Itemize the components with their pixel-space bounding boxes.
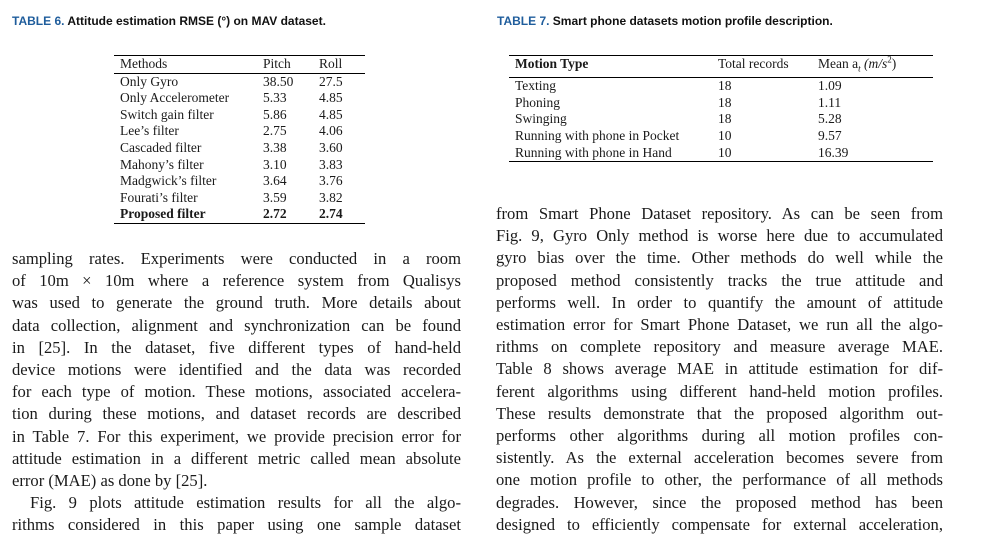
method-cell: Only Gyro <box>120 73 179 89</box>
table7-motion-profile-table <box>509 55 933 162</box>
method-cell: Cascaded filter <box>120 139 202 155</box>
text-line: These results demonstrate that the proposed algorithm out- <box>496 403 943 423</box>
table-row <box>114 90 365 107</box>
motion-type-cell: Running with phone in Hand <box>515 144 672 160</box>
method-cell: Proposed filter <box>120 206 206 222</box>
column-header-roll: Roll <box>319 56 343 71</box>
roll-cell: 4.85 <box>319 106 343 122</box>
motion-type-cell: Phoning <box>515 94 561 110</box>
text-line: designed to efficiently compensate for external acceleration, <box>496 514 943 534</box>
header-mean-label: Mean a <box>818 56 859 71</box>
text-line: sampling rates. Experiments were conducted in a room <box>12 249 461 268</box>
roll-cell: 3.76 <box>319 173 343 189</box>
pitch-cell: 38.50 <box>263 73 294 89</box>
table-row-proposed <box>114 206 365 223</box>
pitch-cell: 2.75 <box>263 123 287 139</box>
table-header-row <box>509 56 933 78</box>
table6-caption <box>12 14 326 28</box>
table-row <box>509 128 933 145</box>
records-cell: 10 <box>718 144 732 160</box>
pitch-cell: 5.86 <box>263 106 287 122</box>
pitch-cell: 3.10 <box>263 156 287 172</box>
table-row <box>114 140 365 157</box>
header-unit-close: ) <box>891 56 897 71</box>
text-line: of 10m × 10m where a reference system from Qualisys <box>12 271 461 291</box>
method-cell: Mahony’s filter <box>120 156 204 172</box>
table6-caption-number: TABLE 6. <box>12 14 65 28</box>
text-line: degrades. However, since the proposed method has been <box>496 492 943 512</box>
text-line: from Smart Phone Dataset repository. As can be seen from <box>496 204 943 223</box>
column-header-motion-type: Motion Type <box>515 56 589 71</box>
text-line: ferent algorithms using different hand-held motion profiles. <box>496 381 943 401</box>
table-row <box>114 173 365 190</box>
roll-cell: 4.85 <box>319 90 343 106</box>
table7-caption-text: Smart phone datasets motion profile description. <box>552 14 833 28</box>
roll-cell: 27.5 <box>319 73 343 89</box>
header-unit-superscript: 2 <box>887 54 892 65</box>
table-row <box>509 111 933 128</box>
table7-caption-number: TABLE 7. <box>497 14 550 28</box>
text-line: estimation error for Smart Phone Dataset, we run all the algo- <box>496 315 943 335</box>
table-row <box>509 145 933 162</box>
column-header-pitch: Pitch <box>263 56 291 71</box>
text-line: gyro bias over the time. Other methods do well while the <box>496 248 943 268</box>
pitch-cell: 3.59 <box>263 189 287 205</box>
mean-acc-cell: 1.11 <box>818 94 842 110</box>
table-row <box>114 73 365 90</box>
text-line: performs other algorithms during all motion profiles con- <box>496 426 943 446</box>
mean-acc-cell: 9.57 <box>818 128 842 144</box>
text-line: for each type of motion. These motions, associated accelera- <box>12 382 461 402</box>
motion-type-cell: Swinging <box>515 111 567 127</box>
header-subscript: t <box>858 63 861 74</box>
text-line: in Table 7. For this experiment, we provide precision error for <box>12 426 461 446</box>
text-line: error (MAE) as done by [25]. <box>12 471 208 491</box>
table-header-row <box>114 56 365 74</box>
text-line: data collection, alignment and synchronization can be found <box>12 315 461 335</box>
text-line: sistently. As the external acceleration becomes severe from <box>496 448 943 468</box>
method-cell: Madgwick’s filter <box>120 173 217 189</box>
left-column-text <box>12 248 461 537</box>
table-row <box>509 95 933 112</box>
roll-cell: 4.06 <box>319 123 343 139</box>
text-line: proposed method consistently tracks the true attitude and <box>496 270 943 290</box>
method-cell: Switch gain filter <box>120 106 214 122</box>
table-row <box>114 190 365 207</box>
table6-rmse-table <box>114 55 365 224</box>
table-row <box>114 157 365 174</box>
text-line: Table 8 shows average MAE in attitude estimation for dif- <box>496 359 943 379</box>
records-cell: 10 <box>718 128 732 144</box>
text-line: was used to generate the ground truth. More details about <box>12 293 461 313</box>
table6-caption-text: Attitude estimation RMSE (°) on MAV dataset. <box>67 14 326 28</box>
roll-cell: 3.83 <box>319 156 343 172</box>
method-cell: Only Accelerometer <box>120 90 230 106</box>
records-cell: 18 <box>718 111 732 127</box>
method-cell: Lee’s filter <box>120 123 179 139</box>
roll-cell: 2.74 <box>319 206 343 222</box>
method-cell: Fourati’s filter <box>120 189 198 205</box>
roll-cell: 3.60 <box>319 139 343 155</box>
text-line: rithms considered in this paper using one sample dataset <box>12 515 461 535</box>
motion-type-cell: Running with phone in Pocket <box>515 128 680 144</box>
records-cell: 18 <box>718 94 732 110</box>
pitch-cell: 3.38 <box>263 139 287 155</box>
table7-caption <box>497 14 833 28</box>
text-line: tion during these motions, and dataset records are described <box>12 404 461 424</box>
pitch-cell: 5.33 <box>263 90 287 106</box>
column-header-total-records: Total records <box>718 56 789 71</box>
mean-acc-cell: 5.28 <box>818 111 842 127</box>
text-line: attitude estimation in a different metric called mean absolute <box>12 448 461 468</box>
records-cell: 18 <box>718 78 732 94</box>
pitch-cell: 2.72 <box>263 206 287 222</box>
table-row <box>509 78 933 95</box>
text-line: one motion profile to other, the performance of all methods <box>496 470 943 490</box>
mean-acc-cell: 16.39 <box>818 144 849 160</box>
table-row <box>114 107 365 124</box>
roll-cell: 3.82 <box>319 189 343 205</box>
table-row <box>114 123 365 140</box>
motion-type-cell: Texting <box>515 78 557 94</box>
text-line: Fig. 9, Gyro Only method is worse here due to accumulated <box>496 226 943 246</box>
text-line: rithms on complete repository and measure average MAE. <box>496 337 943 357</box>
column-header-methods: Methods <box>120 56 168 71</box>
text-line: device motions were identified and the data was recorded <box>12 360 461 380</box>
pitch-cell: 3.64 <box>263 173 287 189</box>
text-line: Fig. 9 plots attitude estimation results for all the algo- <box>30 493 461 513</box>
text-line: in [25]. In the dataset, five different types of hand-held <box>12 337 461 357</box>
column-header-mean-acceleration <box>812 56 933 78</box>
text-line: performs well. In order to quantify the amount of attitude <box>496 292 943 312</box>
header-unit-open: (m/s <box>860 56 888 71</box>
mean-acc-cell: 1.09 <box>818 78 842 94</box>
right-column-text <box>496 203 943 536</box>
